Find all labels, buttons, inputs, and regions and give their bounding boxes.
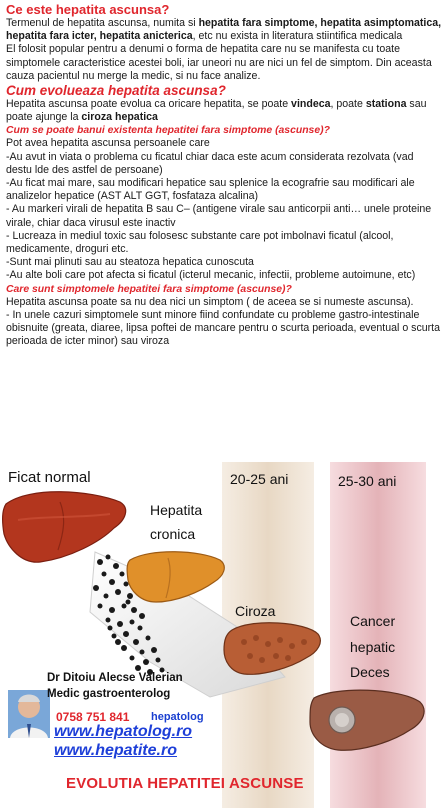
evolution-bold-heal: vindeca (291, 98, 331, 111)
list-item: Hepatita ascunsa poate sa nu dea nici un simptom ( de aceea se si numeste ascunsa). (6, 295, 414, 308)
paragraph-evolution (6, 98, 442, 124)
normal-liver-shape (3, 492, 126, 562)
doctor-name: Dr Ditoiu Alecse Valerian (47, 672, 183, 684)
label-cancer-line1: Cancer (350, 613, 396, 629)
evolution-bold-cirrhosis: ciroza hepatica (81, 111, 158, 124)
evolution-part-d: sau poate ajunge la (6, 98, 427, 124)
heading-symptoms: Care sunt simptomele hepatitei fara simptome (ascunse)? (6, 283, 292, 295)
hepatitis-evolution-illustration (0, 462, 444, 808)
label-cancer-line3: Deces (350, 664, 390, 680)
list-item: -Au avut in viata o problema cu ficatul chiar daca este acum considerata rezolvata (vad destu lde des astfel de persoane) (6, 150, 414, 176)
article (6, 2, 442, 348)
evolution-part-a: Hepatita ascunsa poate evolua ca oricare hepatita, se poate (6, 98, 292, 111)
heading-what-is: Ce este hepatita ascunsa? (6, 2, 170, 17)
label-years-20-25: 20-25 ani (230, 471, 289, 487)
paragraph-definition-bold: hepatita fara simptome, hepatita asimptomatica, hepatita fara icter, hepatita anicterica (6, 17, 442, 43)
paragraph-definition-part-c: , etc nu exista in literatura stiintifica medicala (192, 30, 403, 43)
label-years-25-30: 25-30 ani (338, 473, 397, 489)
chronic-hepatitis-liver-shape (127, 552, 224, 602)
phone-number[interactable]: 0758 751 841 (56, 710, 130, 724)
list-item: -Sunt mai plinuti sau au steatoza hepatica cunoscuta (6, 256, 254, 269)
heading-evolution: Cum evolueaza hepatita ascunsa? (6, 83, 226, 99)
label-cancer-line2: hepatic (350, 639, 396, 655)
doctor-title: Medic gastroenterolog (47, 688, 171, 700)
paragraph-popular-use: El folosit popular pentru a denumi o forma de hepatita care nu se manifesta cu toate simptomele caracteristice acestei boli, iar uneori nu are nici un fel de simptom. Din aceasta cauza pacientul nu merge la medic, si nu face analize. (6, 43, 432, 82)
link-hepatolog[interactable]: www.hepatolog.ro (54, 723, 193, 740)
paragraph-definition (6, 17, 442, 43)
label-hepatitis-line1: Hepatita (150, 502, 203, 518)
link-hepatite[interactable]: www.hepatite.ro (54, 742, 177, 759)
evolution-part-c: , poate (330, 98, 366, 111)
label-hepatitis-line2: cronica (150, 526, 196, 542)
heading-suspect: Cum se poate banui existenta hepatitei fara simptome (ascunse)? (6, 125, 330, 137)
list-item: -Au ficat mai mare, sau modificari hepatice sau splenice la ecografrie sau modificari ale analizelor hepatice (AST ALT GGT, fosfataza alcalina) (6, 177, 415, 203)
label-normal-liver: Ficat normal (8, 469, 91, 486)
tag-hepatolog: hepatolog (151, 711, 204, 723)
label-cirrhosis: Ciroza (235, 603, 276, 619)
evolution-bold-stationary: stationa (365, 98, 407, 111)
panel-25-30-years (330, 462, 426, 808)
list-item: - In unele cazuri simptomele sunt minore fiind confundate cu probleme gastro-intestinale obisnuite (greata, diaree, lipsa poftei de mancare pentru o scurta perioada, eventual o scurta perioada de icter minor) sau viroza (6, 308, 441, 348)
list-item: - Lucreaza in mediul toxic sau folosesc substante care pot imbolnavi ficatul (alcool, medicamente, droguri etc. (6, 229, 394, 256)
list-item: - Au markeri virali de hepatita B sau C– (antigene virale sau anticorpii anti… unele proteine virale, chiar daca virusul este inactiv (6, 203, 432, 229)
list-item: Pot avea hepatita ascunsa persoanele care (6, 137, 210, 150)
paragraph-definition-part-a: Termenul de hepatita ascunsa, numita si (6, 17, 199, 29)
illustration-caption: EVOLUTIA HEPATITEI ASCUNSE (66, 775, 304, 792)
list-item: -Au alte boli care pot afecta si ficatul (icterul mecanic, infectii, probleme autoimune, etc) (6, 269, 416, 282)
